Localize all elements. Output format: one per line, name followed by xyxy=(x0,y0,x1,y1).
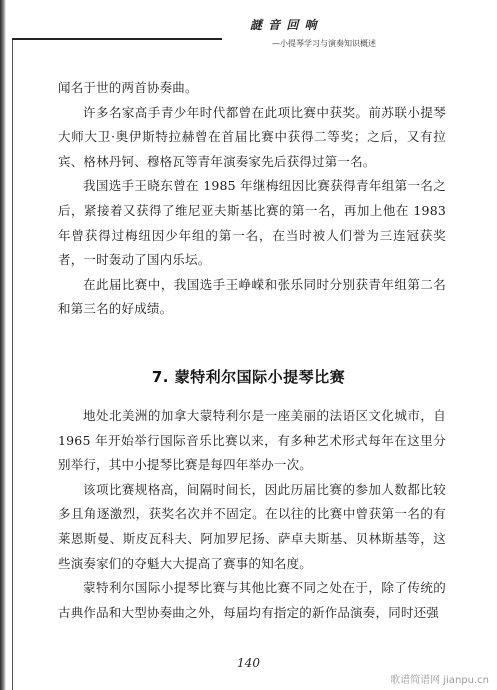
running-header xyxy=(250,14,420,54)
paragraph: 在此届比赛中，我国选手王峥嵘和张乐同时分别获青年组第二名和第三名的好成绩。 xyxy=(58,276,446,317)
paragraph: 蒙特利尔国际小提琴比赛与其他比赛不同之处在于，除了传统的古典作品和大型协奏曲之外，每届均有指定的新作品演奏，同时还强 xyxy=(58,580,446,620)
paragraph: 许多名家高手青少年时代都曾在此项比赛中获奖。前苏联小提琴大师大卫·奥伊斯特拉赫曾在首届比赛中获得二等奖；之后，又有拉宾、格林丹钶、穆格瓦等青年演奏家先后获得过第一名。 xyxy=(58,104,446,169)
page-number: 140 xyxy=(237,656,260,670)
section-title: 7. 蒙特利尔国际小提琴比赛 xyxy=(151,368,346,386)
page-frame-line xyxy=(12,38,13,690)
paragraph: 该项比赛规格高，间隔时间长，因此历届比赛的参加人数都比较多且角逐激烈，获奖名次并不固定。在以往的比赛中曾获第一名的有莱恩斯曼、斯皮瓦科夫、阿加罗尼扬、萨卓夫斯基、贝林斯基等，这些演奏家们的夺魁大大提高了赛事的知名度。 xyxy=(58,481,446,571)
header-decor-title: 謎 音 回 响 xyxy=(250,18,318,32)
body-text-bottom xyxy=(58,404,446,625)
paragraph: 闻名于世的两首协奏曲。 xyxy=(58,80,198,95)
site-watermark: 歌谱简谱网 jianpu.cn xyxy=(390,675,489,686)
paragraph: 地处北美洲的加拿大蒙特利尔是一座美丽的法语区文化城市，自 1965 年开始举行国际音乐比赛以来，有多种艺术形式每年在这里分别举行，其中小提琴比赛是每四年举办一次。 xyxy=(58,408,446,473)
body-text-top xyxy=(58,76,446,322)
header-subtitle: —小提琴学习与演奏知识概述 xyxy=(272,39,376,48)
header-rule xyxy=(12,38,222,40)
paragraph: 我国选手王晓东曾在 1985 年继梅纽因比赛获得青年组第一名之后，紧接着又获得了维尼亚夫斯基比赛的第一名，再加上他在 1983 年曾获得过梅纽因少年组的第一名，在当时被人们誉为三连冠获奖者，一时轰动了国内乐坛。 xyxy=(58,178,446,268)
scan-edge xyxy=(0,0,6,690)
